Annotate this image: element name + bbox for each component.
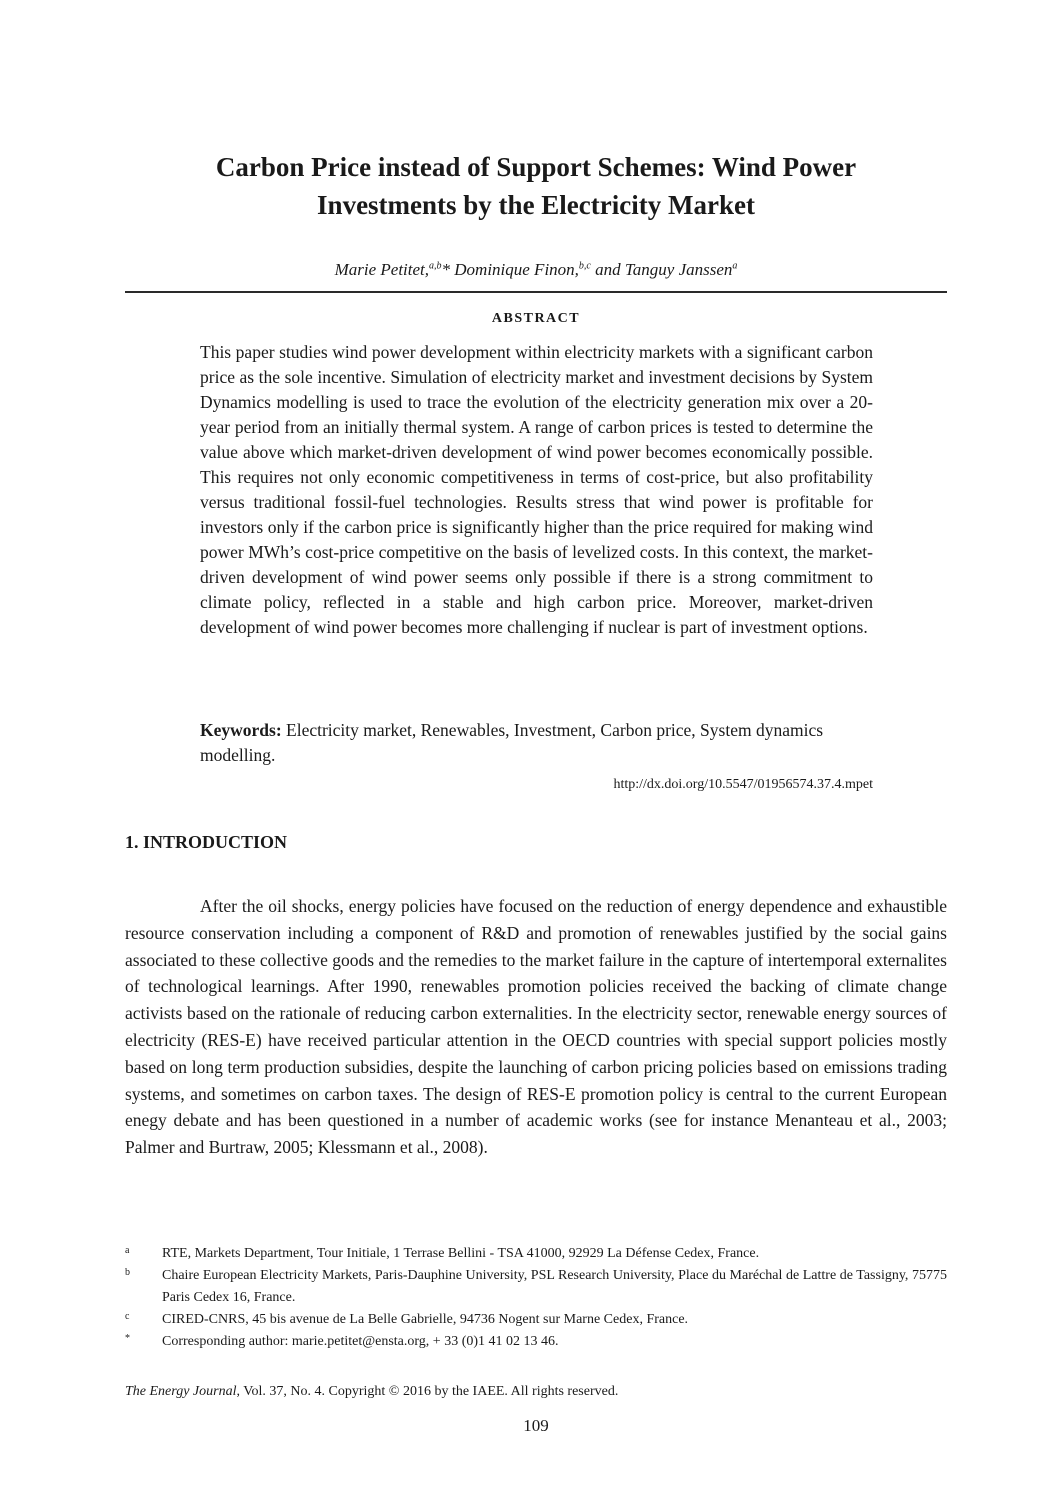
footnote xyxy=(125,1309,947,1331)
author-name: Tanguy Janssen xyxy=(624,260,733,279)
keywords xyxy=(200,718,873,768)
author-separator: * xyxy=(441,260,455,279)
section-heading-introduction: 1. INTRODUCTION xyxy=(125,832,288,852)
page-number: 109 xyxy=(523,1416,549,1435)
abstract-text: This paper studies wind power development within electricity markets with a significant carbon price as the sole incentive. Simulation of electricity market and investment decisions by System Dynamics modelling is used to trace the evolution of the electricity generation mix over a 20-year period from an initially thermal system. A range of carbon prices is tested to determine the value above which market-driven development of wind power becomes economically possible. This requires not only economic competitiveness in terms of cost-price, but also profitability versus traditional fossil-fuel technologies. Results stress that wind power is profitable for investors only if the carbon price is significantly higher than the price required for making wind power MWh’s cost-price competitive on the basis of levelized costs. In this context, the market-driven development of wind power seems only possible if there is a strong commitment to climate policy, reflected in a stable and high carbon price. Moreover, market-driven development of wind power becomes more challenging if nuclear is part of investment options. xyxy=(200,342,873,637)
footnote-text: Corresponding author: marie.petitet@ensta.org, + 33 (0)1 41 02 13 46. xyxy=(162,1334,559,1349)
author-affiliation-mark: a,b xyxy=(429,260,442,272)
abstract-heading: ABSTRACT xyxy=(491,311,581,326)
author-name: Marie Petitet, xyxy=(334,260,430,279)
author-name: Dominique Finon, xyxy=(454,260,579,279)
author-separator: and xyxy=(590,260,625,279)
author-affiliation-mark: b,c xyxy=(578,260,591,272)
title-line-2: Investments by the Electricity Market xyxy=(317,190,755,220)
footnote-text: Chaire European Electricity Markets, Paris-Dauphine University, PSL Research University, Place du Maréchal de Lattre de Tassigny, 75775 Paris Cedex 16, France. xyxy=(162,1268,947,1305)
journal-details: , Vol. 37, No. 4. Copyright © 2016 by the IAEE. All rights reserved. xyxy=(236,1384,619,1399)
footnote-mark: * xyxy=(125,1333,130,1344)
footnote-mark: a xyxy=(125,1245,130,1256)
doi-link[interactable]: http://dx.doi.org/10.5547/01956574.37.4.mpet xyxy=(613,777,873,792)
journal-name: The Energy Journal xyxy=(125,1384,237,1399)
footnote-text: RTE, Markets Department, Tour Initiale, 1 Terrase Bellini - TSA 41000, 92929 La Défense Cedex, France. xyxy=(162,1246,760,1261)
footnote-text: CIRED-CNRS, 45 bis avenue de La Belle Gabrielle, 94736 Nogent sur Marne Cedex, France. xyxy=(162,1312,689,1327)
paper-title xyxy=(125,148,947,224)
keywords-label: Keywords: xyxy=(200,720,282,740)
author-affiliation-mark: a xyxy=(732,260,738,272)
keywords-text: Electricity market, Renewables, Investment, Carbon price, System dynamics modelling. xyxy=(200,720,824,765)
header-divider xyxy=(125,291,947,293)
footnote xyxy=(125,1265,947,1309)
introduction-paragraph: After the oil shocks, energy policies have focused on the reduction of energy dependence and exhaustible resource conservation including a component of R&D and promotion of renewables justified by the social gains associated to these collective goods and the remedies to the market failure in the capture of intertemporal externalites of technological learnings. After 1990, renewables promotion policies received the backing of climate change activists based on the rationale of reducing carbon externalities. In the electricity sector, renewable energy sources of electricity (RES-E) have received particular attention in the OECD countries with special support policies mostly based on long term production subsidies, despite the launching of carbon pricing policies based on emissions trading systems, and sometimes on carbon taxes. The design of RES-E promotion policy is central to the current European enegy debate and has been questioned in a number of academic works (see for instance Menanteau et al., 2003; Palmer and Burtraw, 2005; Klessmann et al., 2008). xyxy=(125,896,947,1158)
footnotes xyxy=(125,1243,947,1353)
journal-citation xyxy=(125,1382,618,1402)
footnote xyxy=(125,1331,947,1353)
title-line-1: Carbon Price instead of Support Schemes: Wind Power xyxy=(215,152,857,182)
footnote xyxy=(125,1243,947,1265)
author-line xyxy=(125,258,947,282)
footnote-mark: c xyxy=(125,1311,130,1322)
footnote-mark: b xyxy=(125,1267,130,1278)
